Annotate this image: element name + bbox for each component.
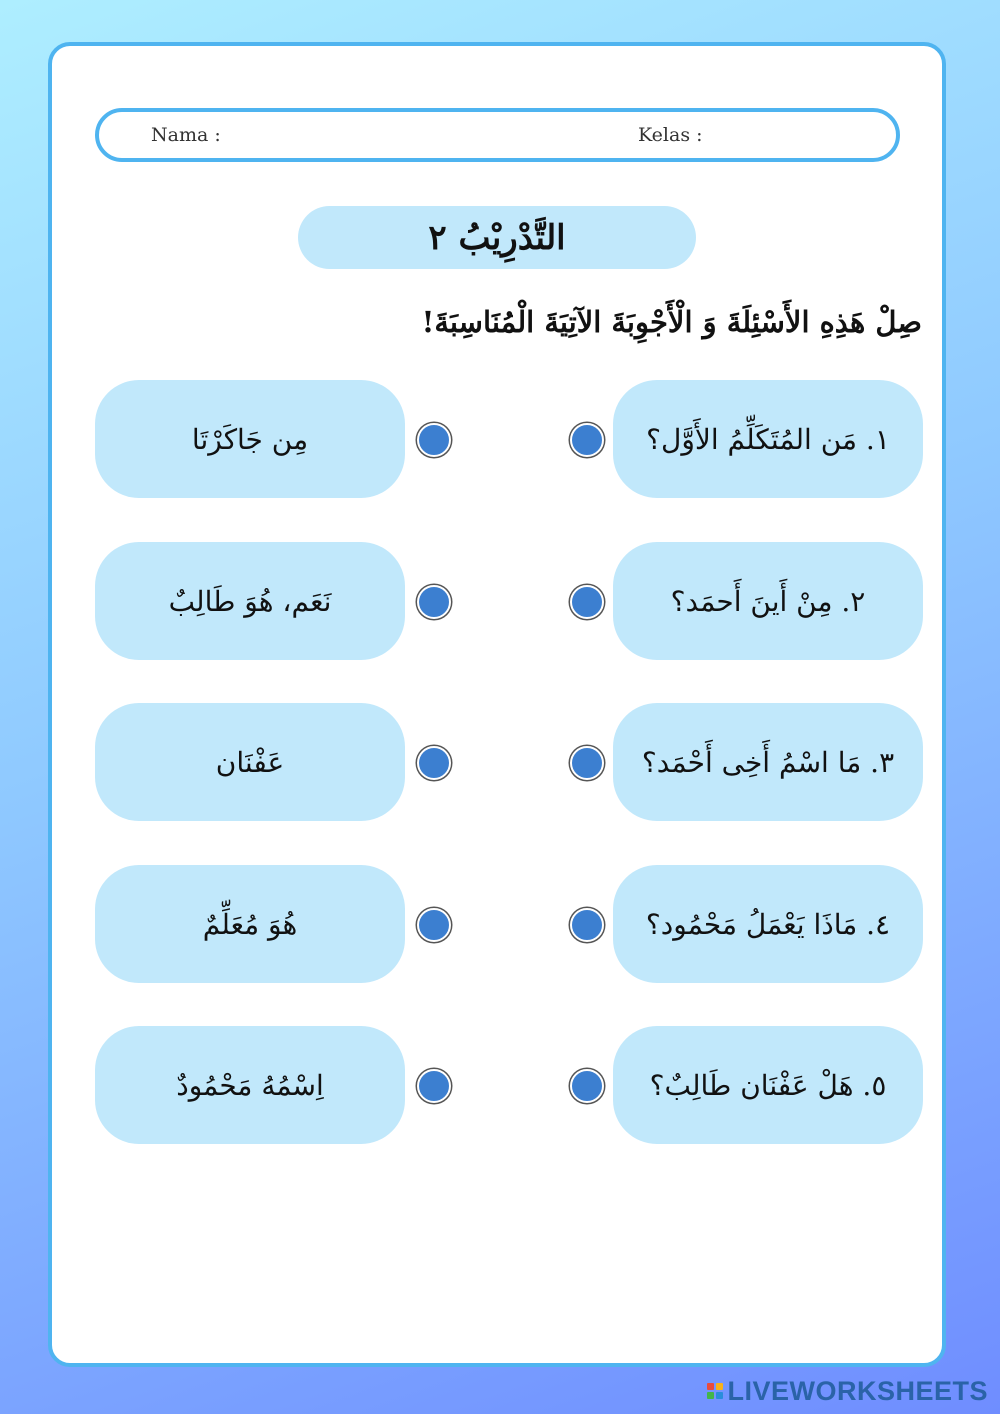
exercise-title-box — [298, 206, 696, 269]
exercise-title: التَّدْرِيْبُ ٢ — [428, 217, 566, 258]
liveworksheets-logo-text: LIVEWORKSHEETS — [727, 1375, 988, 1406]
question-text: ٥. هَلْ عَفْنَان طَالِبٌ؟ — [649, 1068, 887, 1102]
liveworksheets-logo — [707, 1376, 988, 1406]
answer-card-4 — [95, 865, 405, 983]
question-card-1 — [613, 380, 923, 498]
answer-text: اِسْمُهُ مَحْمُودٌ — [176, 1068, 324, 1102]
class-label: Kelas : — [638, 124, 703, 146]
question-text: ٤. مَاذَا يَعْمَلُ مَحْمُود؟ — [645, 907, 891, 941]
instruction-text: صِلْ هَذِهِ الأَسْئِلَةَ وَ الْأَجْوِبَةَ الآتِيَةَ الْمُنَاسِبَةَ! — [421, 305, 922, 339]
question-card-4 — [613, 865, 923, 983]
question-join-dot-3[interactable] — [570, 746, 604, 780]
question-join-dot-1[interactable] — [570, 423, 604, 457]
liveworksheets-logo-icon — [707, 1383, 723, 1399]
question-join-dot-4[interactable] — [570, 908, 604, 942]
student-info-bar — [95, 108, 900, 162]
question-card-3 — [613, 703, 923, 821]
name-label: Nama : — [151, 124, 221, 146]
answer-card-3 — [95, 703, 405, 821]
question-text: ٣. مَا اسْمُ أَخِى أَحْمَد؟ — [641, 745, 895, 779]
answer-text: مِن جَاكَرْتَا — [191, 422, 309, 456]
question-join-dot-5[interactable] — [570, 1069, 604, 1103]
answer-join-dot-3[interactable] — [417, 746, 451, 780]
answer-text: هُوَ مُعَلِّمٌ — [202, 907, 298, 941]
answer-text: نَعَم، هُوَ طَالِبٌ — [168, 584, 332, 618]
answer-card-5 — [95, 1026, 405, 1144]
answer-card-2 — [95, 542, 405, 660]
question-text: ٢. مِنْ أَينَ أَحمَد؟ — [670, 584, 866, 618]
answer-card-1 — [95, 380, 405, 498]
answer-join-dot-2[interactable] — [417, 585, 451, 619]
answer-join-dot-4[interactable] — [417, 908, 451, 942]
answer-text: عَفْنَان — [215, 745, 285, 779]
answer-join-dot-1[interactable] — [417, 423, 451, 457]
question-join-dot-2[interactable] — [570, 585, 604, 619]
question-text: ١. مَن المُتَكَلِّمُ الأَوَّل؟ — [646, 422, 890, 456]
question-card-5 — [613, 1026, 923, 1144]
answer-join-dot-5[interactable] — [417, 1069, 451, 1103]
question-card-2 — [613, 542, 923, 660]
